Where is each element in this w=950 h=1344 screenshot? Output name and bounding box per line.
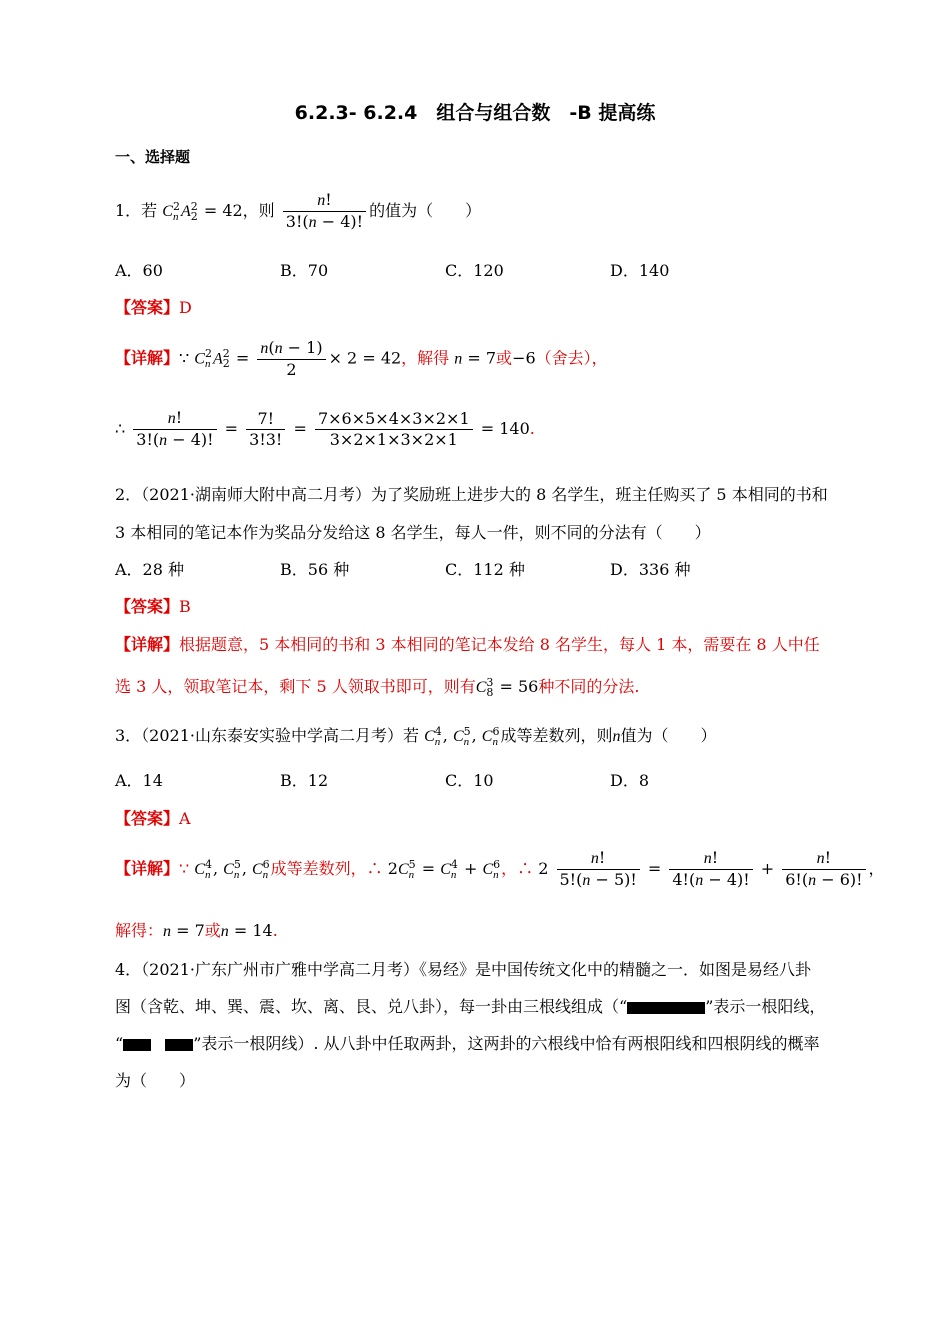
question-4-line-3: “ ”表示一根阴线）. 从八卦中任取两卦，这两卦的六根线中恰有两根阳线和四根阴线的概率 bbox=[115, 1034, 820, 1053]
question-3-stem: 3．（2021·山东泰安实验中学高二月考）若 C 4 n , C 5 n , C 6 n 成等差数列，则n值为（ ） bbox=[115, 724, 717, 748]
q2-option-b[interactable]: B．56 种 bbox=[280, 560, 350, 579]
q2-option-d[interactable]: D．336 种 bbox=[610, 560, 691, 579]
q3-answer: 【答案】A bbox=[115, 809, 191, 828]
q3-solution: 解得：n = 7或n = 14. bbox=[115, 921, 278, 940]
q1-computation: ∴ $\frac{n!}{3!(n - 4)!}$ = $\frac{7!}{3!3!}$ = $\frac{7\times 6\times 5\times 4\times 3\times 2\times 1}{3\times 2\times 1\times 3\times 2\times 1}$ = 140. bbox=[115, 408, 535, 449]
q2-option-c[interactable]: C．112 种 bbox=[445, 560, 525, 579]
question-4-line-2: 图（含乾、坤、巽、震、坎、离、艮、兑八卦），每一卦由三根线组成（“ ”表示一根阳线， bbox=[115, 997, 826, 1016]
yin-line-left-icon bbox=[123, 1039, 151, 1051]
question-4-line-4: 为（ ） bbox=[115, 1071, 196, 1090]
q2-option-a[interactable]: A．28 种 bbox=[115, 560, 185, 579]
question-2-line-1: 2．（2021·湖南师大附中高二月考）为了奖励班上进步大的 8 名学生，班主任购买了 5 本相同的书和 bbox=[115, 485, 828, 504]
q1-option-d[interactable]: D．140 bbox=[610, 261, 670, 280]
yin-line-right-icon bbox=[165, 1039, 193, 1051]
question-1-stem: 1．若 C 2 n A 2 2 = 42，则 $\frac{n!}{3!(n - 4)!}$ 的值为（ ） bbox=[115, 190, 482, 231]
q3-option-a[interactable]: A．14 bbox=[115, 771, 163, 790]
q1-option-b[interactable]: B．70 bbox=[280, 261, 329, 280]
q1-detail: 【详解】∵ C 2 n A 2 2 = $\frac{n(n - 1)}{2}$ × 2 = 42，解得 n = 7或−6（舍去）， bbox=[115, 338, 608, 379]
question-4-line-1: 4．（2021·广东广州市广雅中学高二月考）《易经》是中国传统文化中的精髓之一．如图是易经八卦 bbox=[115, 960, 811, 979]
q2-detail-line-2: 选 3 人，领取笔记本，剩下 5 人领取书即可，则有C 3 8 = 56种不同的分法. bbox=[115, 675, 640, 699]
q2-detail-line-1: 【详解】根据题意，5 本相同的书和 3 本相同的笔记本发给 8 名学生，每人 1 本，需要在 8 人中任 bbox=[115, 635, 820, 654]
yang-line-icon bbox=[627, 1002, 705, 1014]
q3-detail: 【详解】∵ C 4 n , C 5 n , C 6 n 成等差数列，∴ 2C 5 n = C 4 n + C 6 n ，∴ 2 $\frac{n!}{5!(n - 5)!}$ = $\frac{n!}{4!(n - 4)!}$ + $\frac{n!}{6!(n - 6)!}$ ， bbox=[115, 848, 885, 889]
page-title: 6.2.3- 6.2.4 组合与组合数 -B 提高练 bbox=[294, 102, 656, 124]
q1-answer: 【答案】D bbox=[115, 298, 192, 317]
q3-option-b[interactable]: B．12 bbox=[280, 771, 329, 790]
q1-option-a[interactable]: A．60 bbox=[115, 261, 163, 280]
q3-option-d[interactable]: D．8 bbox=[610, 771, 650, 790]
q1-option-c[interactable]: C．120 bbox=[445, 261, 504, 280]
question-2-line-2: 3 本相同的笔记本作为奖品分发给这 8 名学生，每人一件，则不同的分法有（ ） bbox=[115, 523, 711, 542]
q2-answer: 【答案】B bbox=[115, 597, 191, 616]
section-heading: 一、选择题 bbox=[115, 148, 191, 166]
q3-option-c[interactable]: C．10 bbox=[445, 771, 494, 790]
